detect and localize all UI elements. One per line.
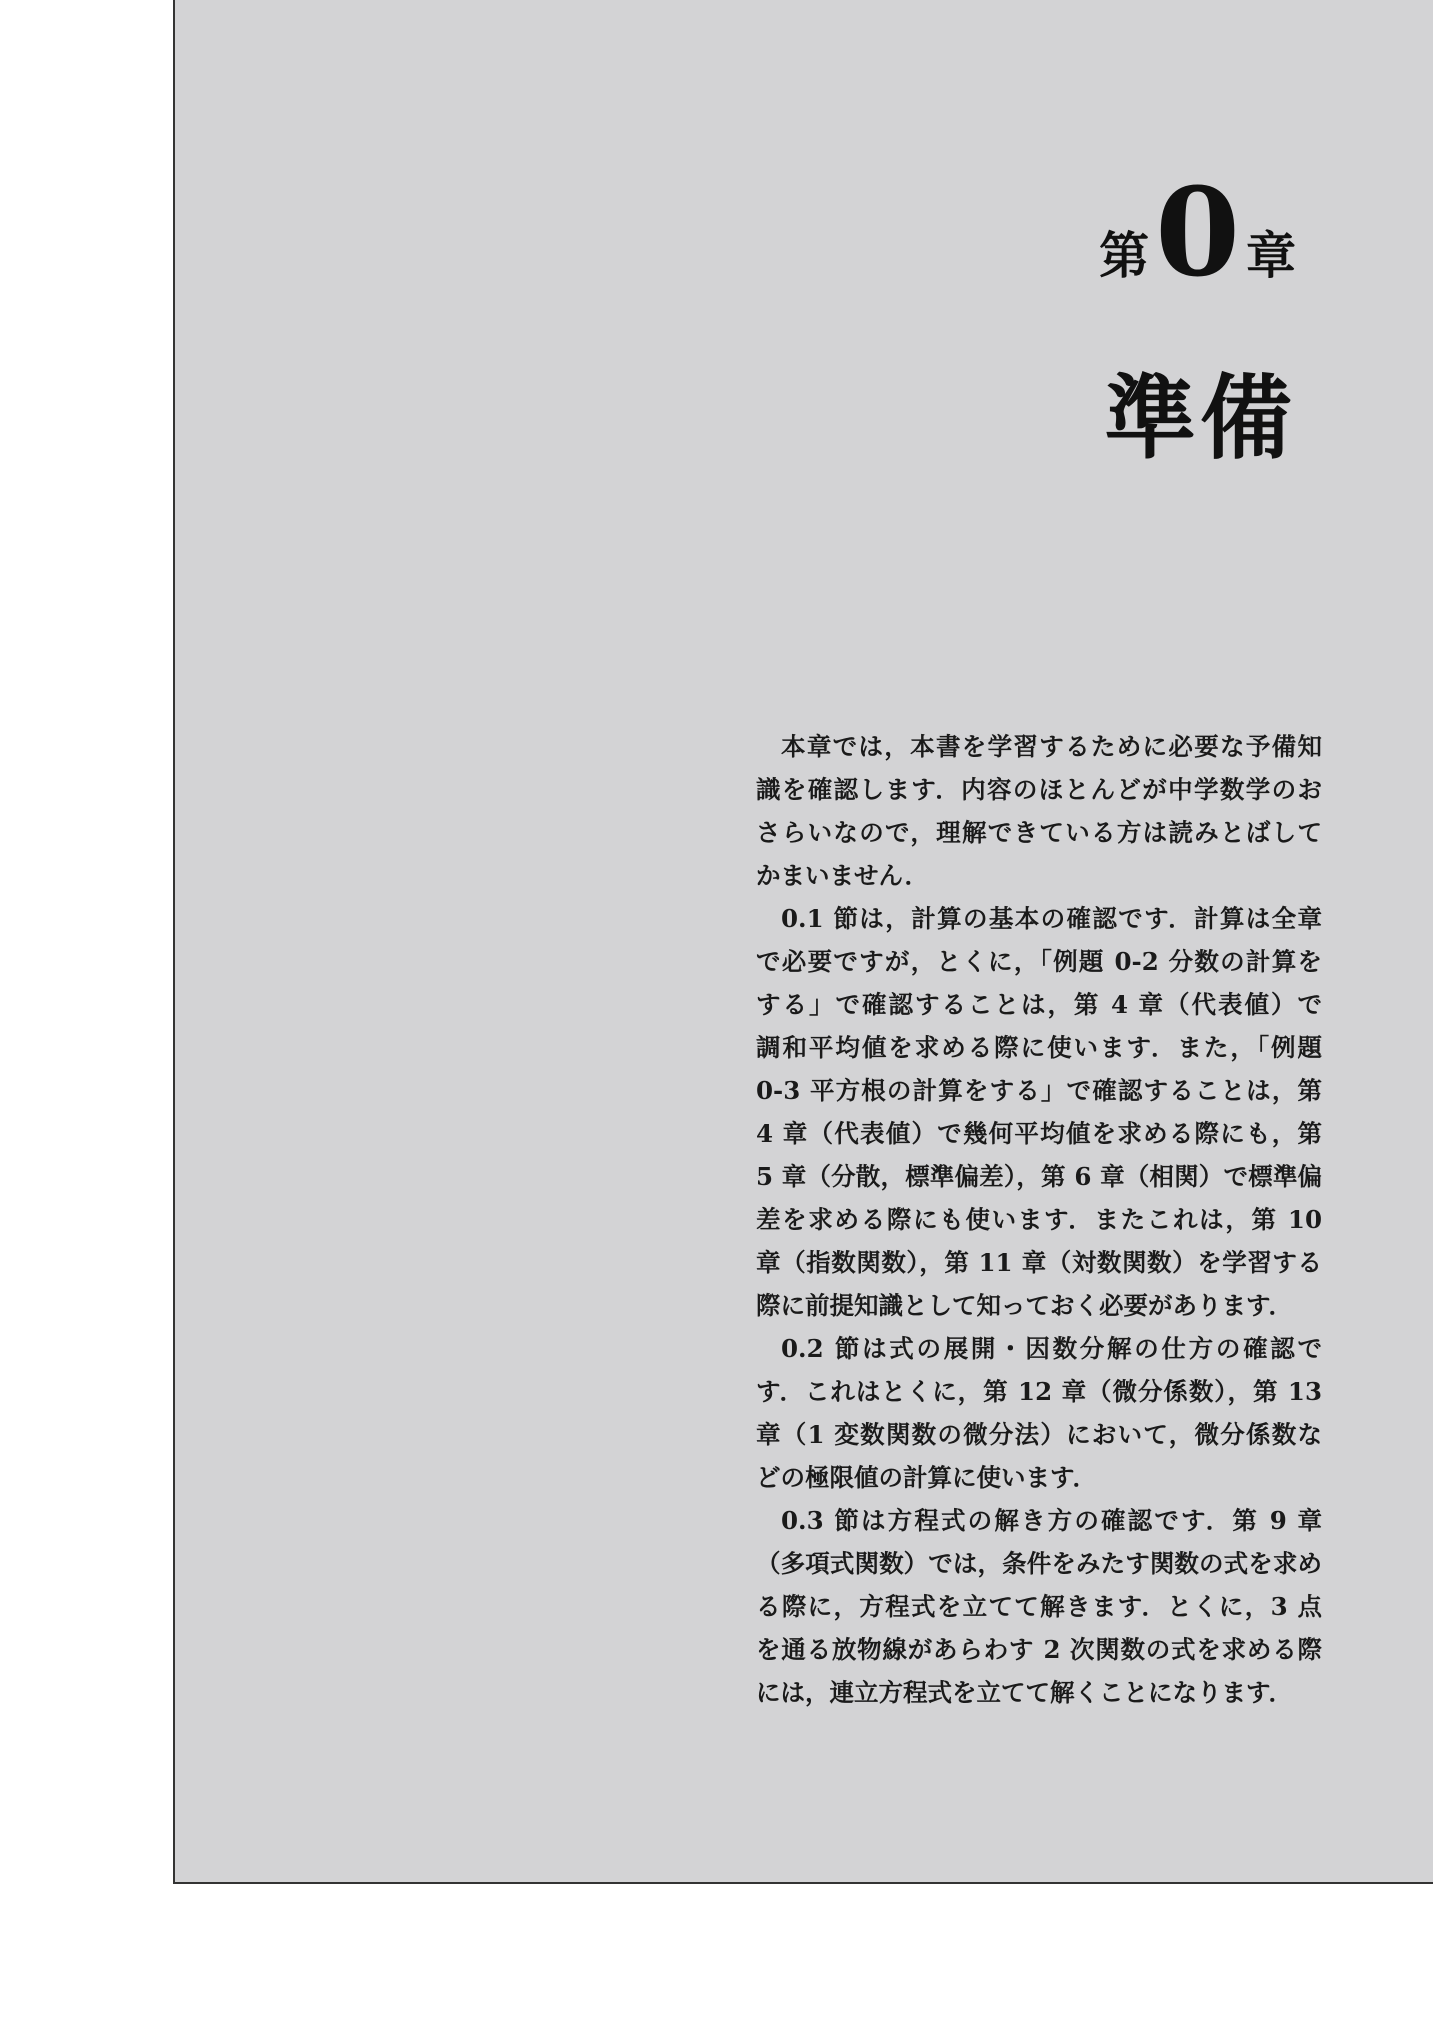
intro-line: 4 章（代表値）で幾何平均値を求める際にも，第 [756,1119,1322,1148]
intro-line: 本章では，本書を学習するために必要な予備知 [781,732,1322,761]
intro-line: どの極限値の計算に使います． [756,1463,1098,1492]
intro-line: す．これはとくに，第 12 章（微分係数），第 13 [756,1377,1322,1406]
intro-line: 際に前提知識として知っておく必要があります． [756,1291,1294,1320]
intro-line: には，連立方程式を立てて解くことになります． [756,1678,1294,1707]
intro-line: で必要ですが，とくに，「例題 0-2 分数の計算を [756,947,1322,976]
intro-line: 差を求める際にも使います．またこれは，第 10 [756,1205,1322,1234]
chapter-introduction [756,725,1322,1714]
intro-line: を通る放物線があらわす 2 次関数の式を求める際 [756,1635,1322,1664]
intro-line: さらいなので，理解できている方は読みとばして [756,818,1322,847]
chapter-title: 準備 [1103,364,1296,472]
intro-line: 0.3 節は方程式の解き方の確認です．第 9 章 [781,1506,1322,1535]
intro-line: する」で確認することは，第 4 章（代表値）で [756,990,1322,1019]
intro-line: 0.1 節は，計算の基本の確認です．計算は全章 [781,904,1322,933]
intro-line: 章（1 変数関数の微分法）において，微分係数な [756,1420,1322,1449]
chapter-number: 0 [1155,160,1240,304]
chapter-prefix: 第 [1099,225,1150,285]
intro-line: 0-3 平方根の計算をする」で確認することは，第 [756,1076,1322,1105]
intro-line: 章（指数関数），第 11 章（対数関数）を学習する [756,1248,1322,1277]
intro-line: かまいません． [756,861,929,890]
intro-line: 調和平均値を求める際に使います．また，「例題 [756,1033,1322,1062]
intro-line: る際に，方程式を立てて解きます．とくに，3 点 [756,1592,1322,1621]
intro-line: （多項式関数）では，条件をみたす関数の式を求め [756,1549,1322,1578]
chapter-number-heading [1099,160,1296,304]
intro-line: 識を確認します．内容のほとんどが中学数学のお [756,775,1322,804]
intro-line: 5 章（分散，標準偏差），第 6 章（相関）で標準偏 [756,1162,1322,1191]
intro-line: 0.2 節は式の展開・因数分解の仕方の確認で [781,1334,1322,1363]
chapter-suffix: 章 [1246,225,1296,285]
